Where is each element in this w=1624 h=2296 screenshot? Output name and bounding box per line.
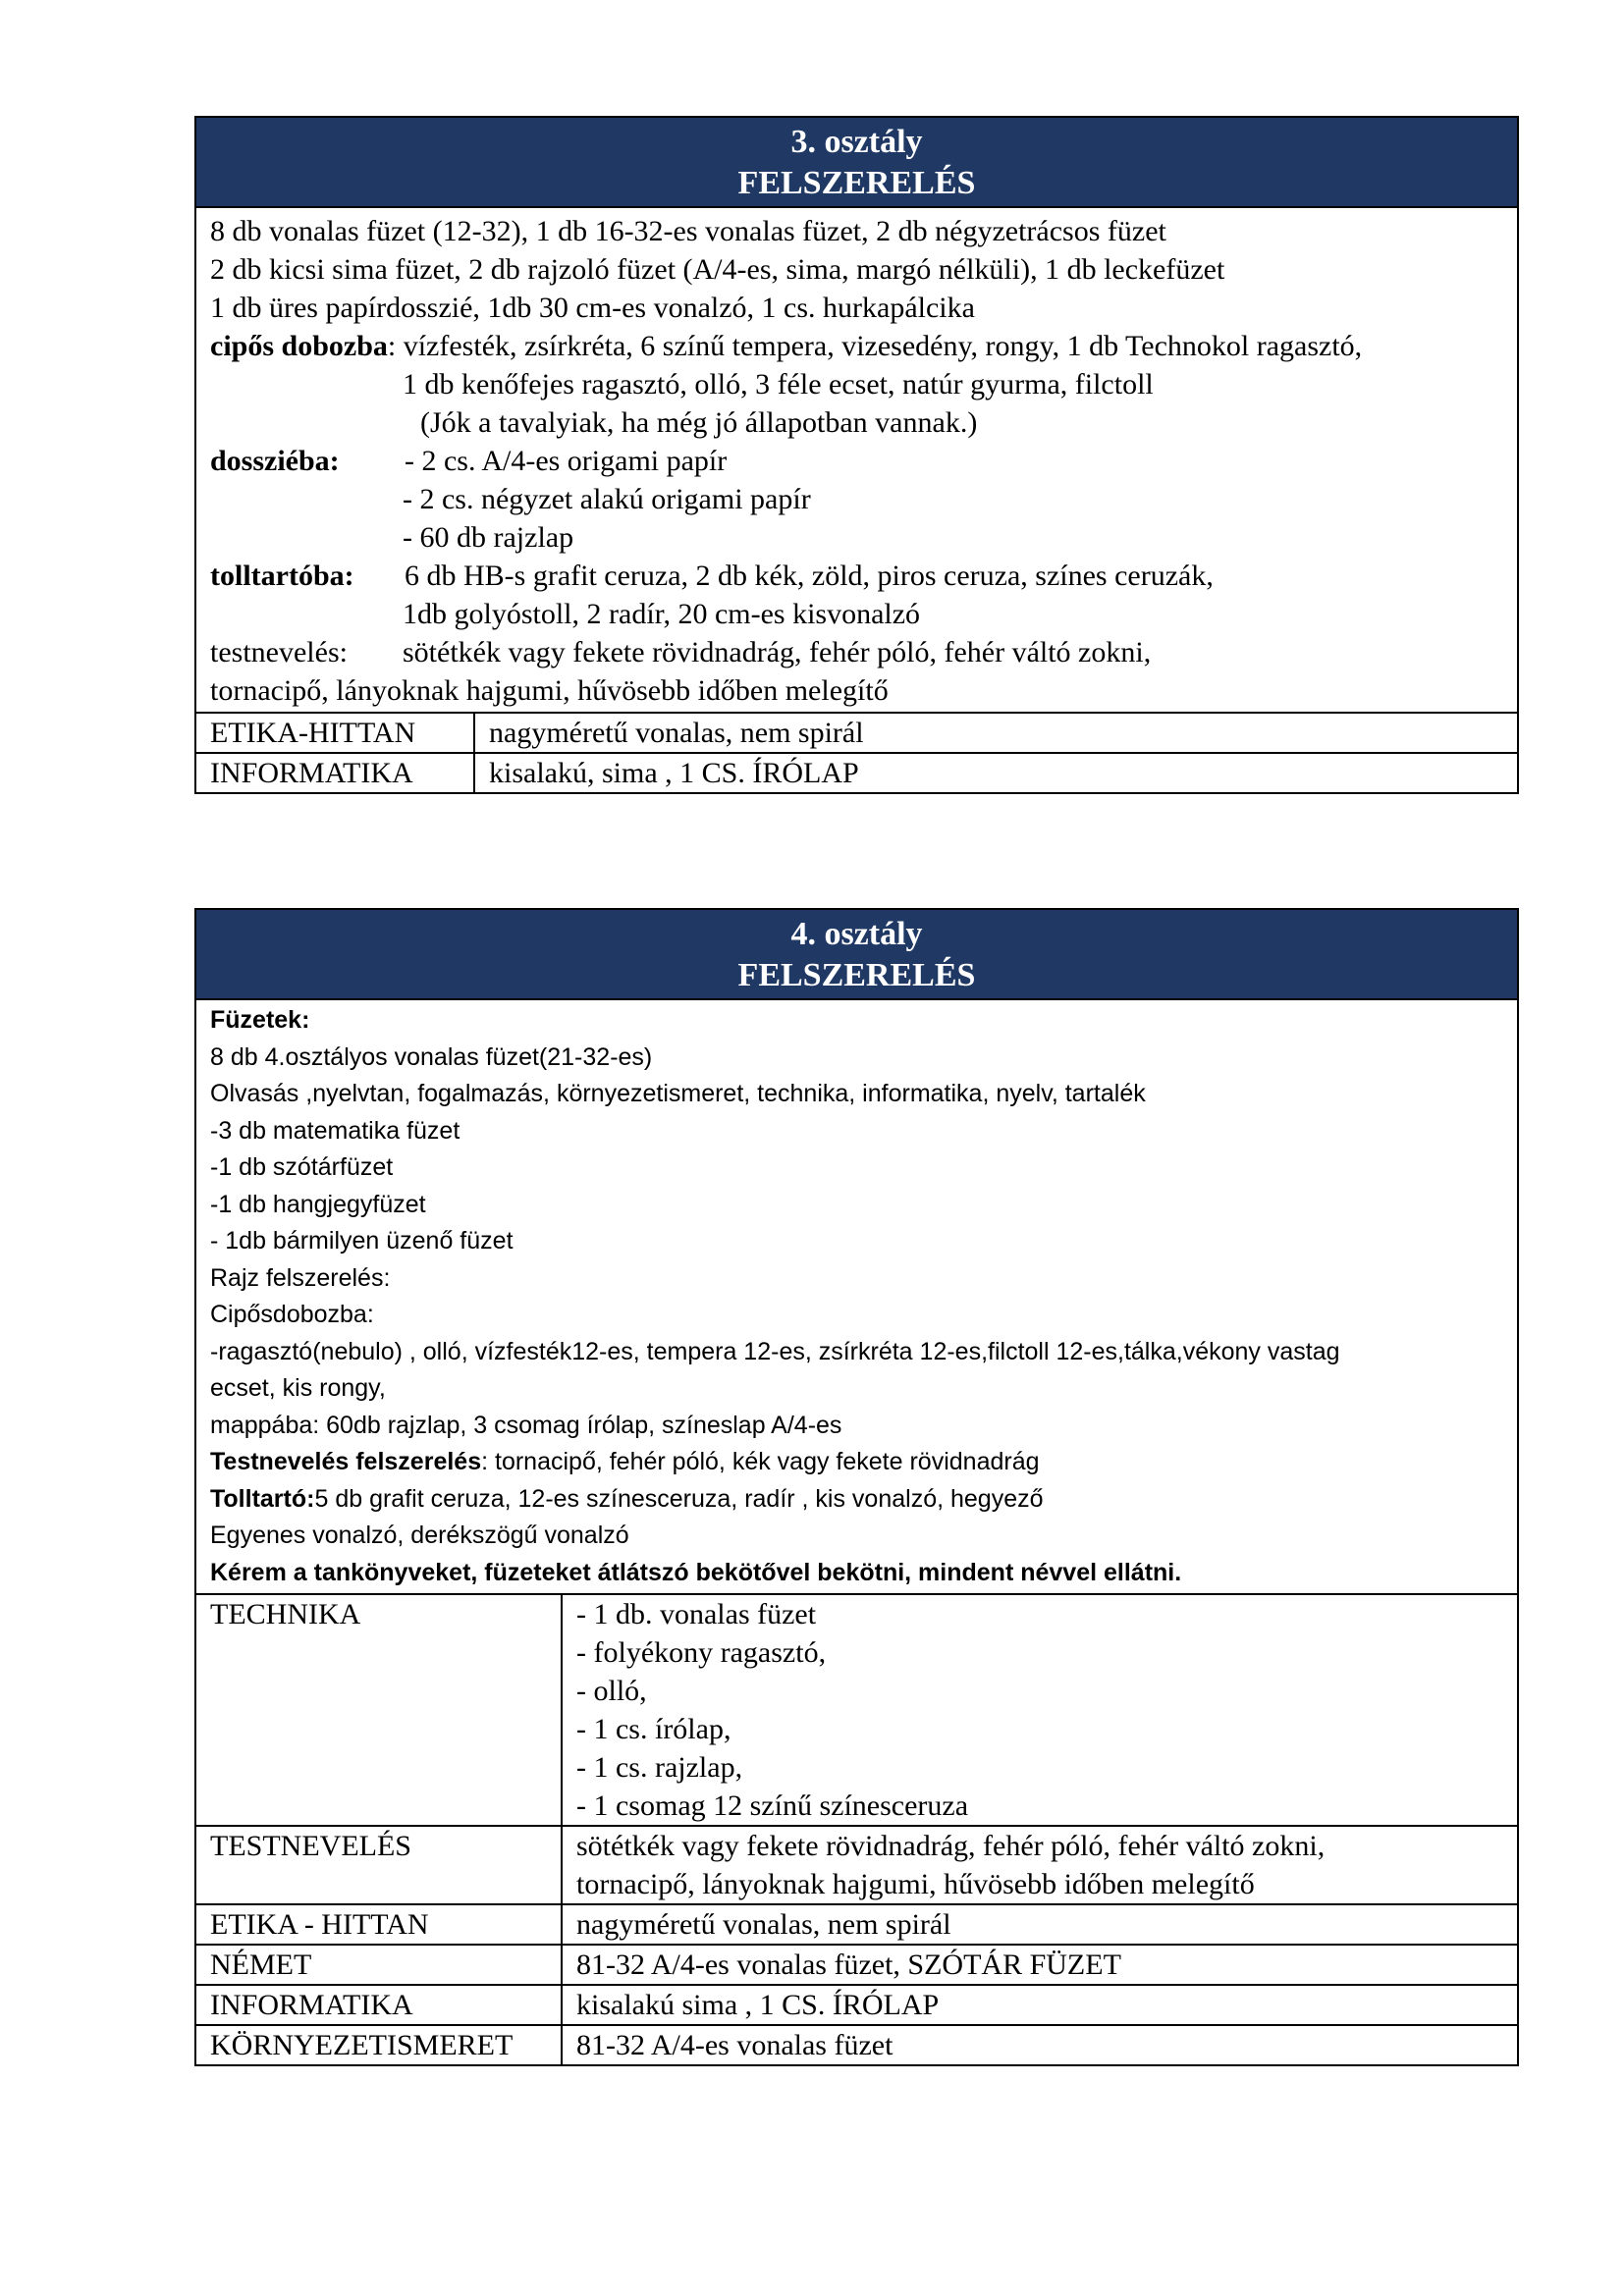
- item-cell: kisalakú, sima , 1 CS. ÍRÓLAP: [489, 757, 859, 789]
- dosszieba-item: - 2 cs. négyzet alakú origami papír: [403, 483, 811, 515]
- subject-cell: INFORMATIKA: [196, 754, 475, 792]
- technika-item: - 1 cs. rajzlap,: [576, 1751, 743, 1784]
- technika-item: - olló,: [576, 1675, 647, 1707]
- grade4-line: Rajz felszerelés:: [210, 1263, 391, 1292]
- grade3-header: [196, 118, 1517, 208]
- subject-cell: ETIKA - HITTAN: [196, 1905, 563, 1946]
- vonalzo-line: Egyenes vonalzó, derékszögű vonalzó: [210, 1522, 629, 1549]
- testneveles-label: testnevelés:: [210, 636, 348, 668]
- dosszieba-item: - 2 cs. A/4-es origami papír: [405, 445, 728, 477]
- dosszieba-item: - 60 db rajzlap: [403, 521, 574, 554]
- grade4-title: 4. osztály: [790, 916, 923, 952]
- testneveles-felszereles-line: [210, 1444, 1503, 1481]
- grade4-supplies: [196, 1000, 1517, 1593]
- grade4-line: 8 db 4.osztályos vonalas füzet(21-32-es): [210, 1042, 653, 1071]
- request-line: Kérem a tankönyveket, füzeteket átlátszó bekötővel bekötni, mindent névvel ellátni.: [210, 1558, 1182, 1586]
- subject-cell: ETIKA-HITTAN: [196, 714, 475, 754]
- grade3-subject-table: [196, 712, 1517, 792]
- grade4-subject-table: [196, 1593, 1517, 2064]
- testneveles-items: [563, 1827, 1517, 1905]
- cipos-dobozba-line3: (Jók a tavalyiak, ha még jó állapotban vannak.): [420, 406, 978, 439]
- item-cell: 81-32 A/4-es vonalas füzet: [576, 2029, 893, 2061]
- cipos-dobozba-line: [210, 327, 1503, 365]
- grade4-line: -3 db matematika füzet: [210, 1116, 460, 1145]
- testneveles-line: [210, 633, 1503, 671]
- tolltartoba-label: tolltartóba:: [210, 560, 354, 592]
- item-cell: 81-32 A/4-es vonalas füzet, SZÓTÁR FÜZET: [563, 1946, 1517, 1986]
- tolltartoba-line: [210, 557, 1503, 595]
- technika-item: - 1 cs. írólap,: [576, 1713, 731, 1745]
- tolltartoba-line2: 1db golyóstoll, 2 radír, 20 cm-es kisvonalzó: [403, 598, 921, 630]
- tolltartoba-text: 6 db HB-s grafit ceruza, 2 db kék, zöld, piros ceruza, színes ceruzák,: [405, 560, 1214, 592]
- grade4-line: -1 db hangjegyfüzet: [210, 1190, 426, 1218]
- technika-items: [563, 1595, 1517, 1827]
- subject-cell: TECHNIKA: [196, 1595, 563, 1827]
- grade3-subtitle: FELSZERELÉS: [737, 165, 976, 201]
- subject-cell: NÉMET: [196, 1946, 563, 1986]
- grade4-line: - 1db bármilyen üzenő füzet: [210, 1227, 514, 1255]
- grade3-line: 1 db üres papírdosszié, 1db 30 cm-es vonalzó, 1 cs. hurkapálcika: [210, 292, 975, 324]
- tolltarto-label: Tolltartó:: [210, 1484, 315, 1513]
- technika-item: - 1 csomag 12 színű színesceruza: [576, 1789, 969, 1822]
- grade3-line: 8 db vonalas füzet (12-32), 1 db 16-32-es vonalas füzet, 2 db négyzetrácsos füzet: [210, 215, 1166, 247]
- grade4-line: -ragasztó(nebulo) , olló, vízfesték12-es, tempera 12-es, zsírkréta 12-es,filctoll 12-es,tálka,vékony vastag: [210, 1337, 1340, 1365]
- dosszieba-label: dossziéba:: [210, 445, 340, 477]
- grade4-line: Olvasás ,nyelvtan, fogalmazás, környezetismeret, technika, informatika, nyelv, tartalék: [210, 1080, 1146, 1107]
- grade3-table: [194, 116, 1519, 794]
- grade4-line: mappába: 60db rajzlap, 3 csomag írólap, színeslap A/4-es: [210, 1411, 842, 1439]
- technika-item: - 1 db. vonalas füzet: [576, 1598, 817, 1630]
- fuzetek-label: Füzetek:: [210, 1006, 310, 1034]
- testneveles-item: tornacipő, lányoknak hajgumi, hűvösebb időben melegítő: [576, 1868, 1255, 1900]
- grade4-line: ecset, kis rongy,: [210, 1374, 386, 1402]
- tolltarto-text: 5 db grafit ceruza, 12-es színesceruza, radír , kis vonalzó, hegyező: [314, 1484, 1044, 1513]
- cipos-dobozba-label: cipős dobozba: [210, 330, 388, 362]
- testneveles-line2: tornacipő, lányoknak hajgumi, hűvösebb időben melegítő: [210, 674, 889, 707]
- testneveles-item: sötétkék vagy fekete rövidnadrág, fehér póló, fehér váltó zokni,: [576, 1830, 1326, 1862]
- grade3-title: 3. osztály: [790, 124, 923, 160]
- testneveles-text: sötétkék vagy fekete rövidnadrág, fehér póló, fehér váltó zokni,: [403, 636, 1152, 668]
- grade4-line: Cipősdobozba:: [210, 1301, 374, 1328]
- dosszieba-line: [210, 442, 1503, 480]
- item-cell: nagyméretű vonalas, nem spirál: [563, 1905, 1517, 1946]
- technika-item: - folyékony ragasztó,: [576, 1636, 827, 1669]
- item-cell: kisalakú sima , 1 CS. ÍRÓLAP: [563, 1986, 1517, 2026]
- tolltarto-line: [210, 1481, 1503, 1519]
- cipos-dobozba-line2: 1 db kenőfejes ragasztó, olló, 3 féle ecset, natúr gyurma, filctoll: [403, 368, 1154, 400]
- grade4-header: [196, 910, 1517, 1000]
- subject-cell: KÖRNYEZETISMERET: [196, 2026, 563, 2064]
- subject-cell: INFORMATIKA: [196, 1986, 563, 2026]
- cipos-dobozba-text: : vízfesték, zsírkréta, 6 színű tempera, vizesedény, rongy, 1 db Technokol ragasztó,: [387, 330, 1363, 362]
- grade4-table: [194, 908, 1519, 2066]
- grade3-line: 2 db kicsi sima füzet, 2 db rajzoló füzet (A/4-es, sima, margó nélküli), 1 db leckefüzet: [210, 253, 1225, 286]
- testneveles-felszereles-label: Testnevelés felszerelés: [210, 1448, 482, 1475]
- grade4-subtitle: FELSZERELÉS: [737, 957, 976, 993]
- item-cell: nagyméretű vonalas, nem spirál: [475, 714, 1517, 754]
- testneveles-felszereles-text: : tornacipő, fehér póló, kék vagy fekete rövidnadrág: [481, 1448, 1040, 1475]
- grade4-line: -1 db szótárfüzet: [210, 1153, 394, 1181]
- subject-cell: TESTNEVELÉS: [196, 1827, 563, 1905]
- grade3-supplies: [196, 208, 1517, 712]
